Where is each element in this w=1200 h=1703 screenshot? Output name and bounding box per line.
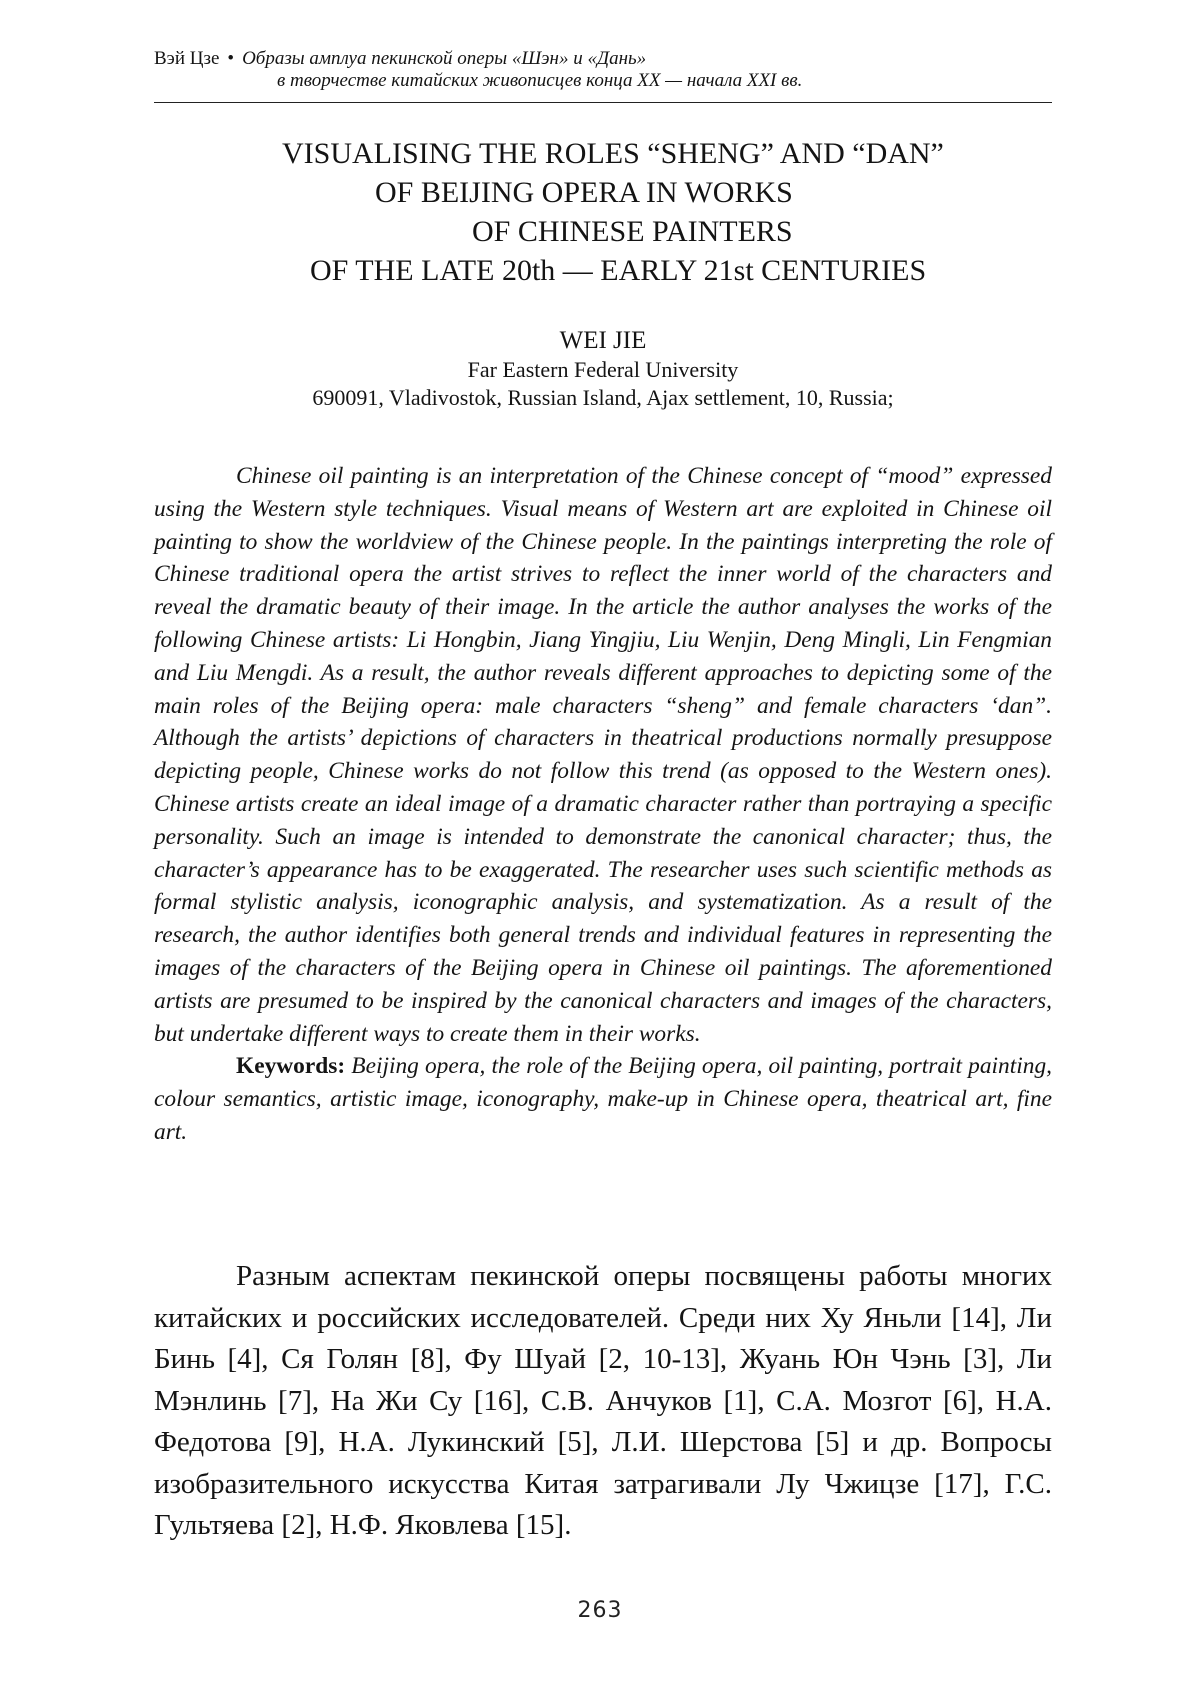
- keywords-label: Keywords:: [236, 1053, 345, 1079]
- article-title-line3: OF CHINESE PAINTERS: [154, 212, 1052, 251]
- author-address: 690091, Vladivostok, Russian Island, Ajax settlement, 10, Russia;: [154, 384, 1052, 412]
- running-header-title-line2: в творчестве китайских живописцев конца XX — начала XXI вв.: [154, 70, 1054, 92]
- running-header: [154, 48, 1054, 92]
- keywords-text: Beijing opera, the role of the Beijing opera, oil painting, por­trait painting, colour semantics, artistic image, iconography, make-up in Chinese opera, theatrical art, fine art.: [154, 1053, 1052, 1145]
- running-header-bullet: •: [227, 48, 234, 70]
- article-title-line2: OF BEIJING OPERA IN WORKS: [154, 173, 1052, 212]
- abstract-text: Chinese oil painting is an interpretation of the Chinese concept of “mood” expressed using the Western style techniques. Visual means of Western art are ex­ploited in Chinese oil painting to show the worldview of the Chinese people. In the paintings interpreting the role of Chinese traditional opera the artist strives to reflect the inner world of the characters and reveal the dramatic beauty of their im­age. In the article the author analyses the works of the following Chinese artists: Li Hongbin, Jiang Yingjiu, Liu Wenjin, Deng Mingli, Lin Fengmian and Liu Mengdi. As a result, the author reveals different approaches to depicting some of the main roles of the Beijing opera: male characters “sheng” and female characters ‘dan”. Although the artists’ depictions of characters in theatrical productions normally presuppose depicting people, Chinese works do not follow this trend (as opposed to the Western ones). Chinese artists create an ideal image of a dramatic character rather than portraying a specific personality. Such an image is intended to demon­strate the canonical character; thus, the character’s appearance has to be exag­gerated. The researcher uses such scientific methods as formal stylistic analysis, iconographic analysis, and systematization. As a result of the research, the author identifies both general trends and individual features in representing the images of the characters of the Beijing opera in Chinese oil paintings. The aforementioned artists are presumed to be inspired by the canonical characters and images of the characters, but undertake different ways to create them in their works.: [154, 460, 1052, 1050]
- body-text: [154, 1256, 1052, 1547]
- author-block: [154, 326, 1052, 412]
- article-title: [154, 134, 1052, 290]
- author-affiliation: Far Eastern Federal University: [154, 356, 1052, 384]
- keywords-paragraph: [154, 1050, 1052, 1148]
- author-name: WEI JIE: [154, 326, 1052, 356]
- page-number: 263: [0, 1598, 1200, 1623]
- abstract: [154, 460, 1052, 1149]
- body-paragraph: Разным аспектам пекинской оперы посвящены работы мно­гих китайских и российских исследователей. Среди них Ху Яньли [14], Ли Бинь [4], Ся Голян [8], Фу Шуай [2, 10-13], Жуань Юн Чэнь [3], Ли Мэнлинь [7], На Жи Су [16], С.В. Анчуков [1], С.А. Моз­гот [6], Н.А. Федотова [9], Н.А. Лукинский [5], Л.И. Шерстова [5] и др. Вопросы изобразительного искусства Китая затрагивали Лу Чжицзе [17], Г.С. Гультяева [2], Н.Ф. Яковлева [15].: [154, 1256, 1052, 1547]
- journal-page: [0, 0, 1200, 1703]
- article-title-line4: OF THE LATE 20th — EARLY 21st CENTURIES: [154, 251, 1052, 290]
- article-title-line1: VISUALISING THE ROLES “SHENG” AND “DAN”: [154, 134, 1052, 173]
- header-rule: [154, 102, 1052, 103]
- running-header-row: [154, 48, 1054, 70]
- running-header-author: Вэй Цзе: [154, 48, 219, 70]
- running-header-title-line1: Образы амплуа пекинской оперы «Шэн» и «Дань»: [242, 48, 646, 70]
